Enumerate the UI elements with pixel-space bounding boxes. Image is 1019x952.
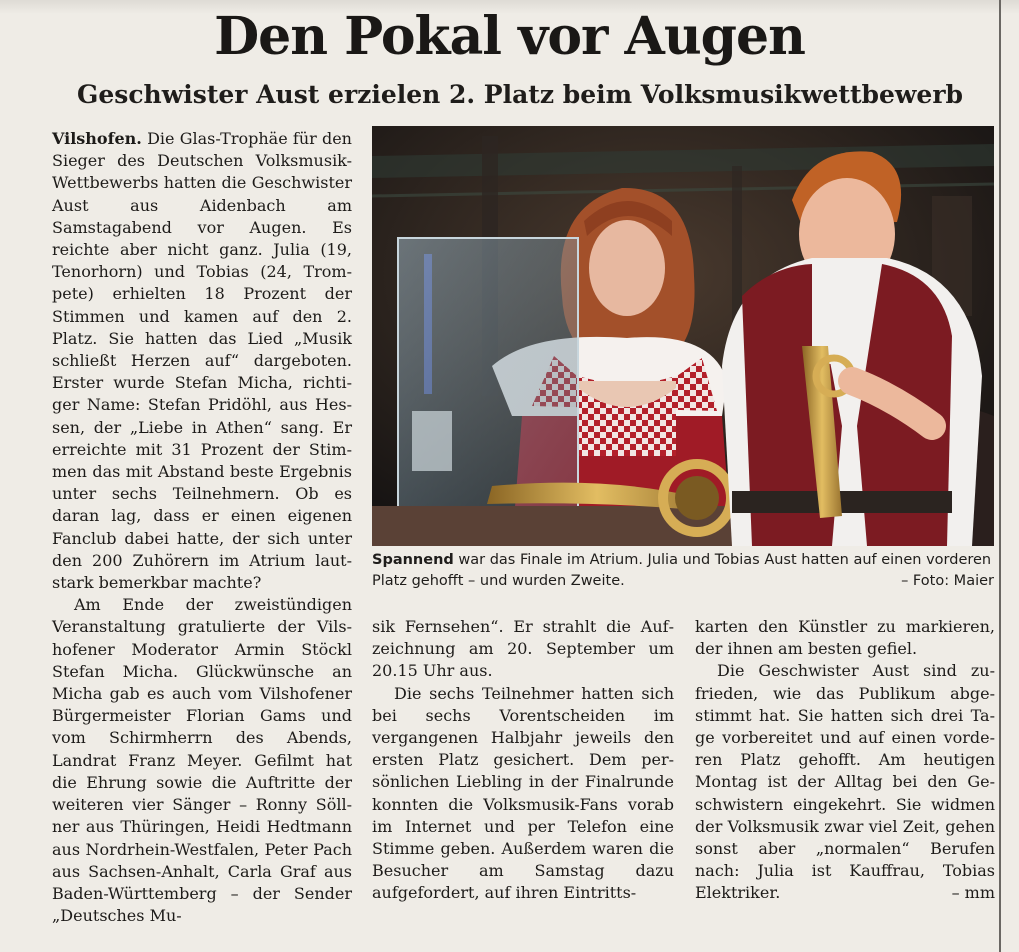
- paragraph: Die sechs Teilnehmer hatten sich bei sechs Vorentscheiden im vergangenen Halbjahr jeweils den ersten Platz gesichert. Dem persönlichen Liebling in der Finalrunde konnten die Volksmusik-Fans vorab im Internet und per Telefon eine Stimme geben. Außerdem waren die Besucher am Samstag dazu aufgefordert, auf ihren Eintritts-: [372, 683, 674, 903]
- dateline: Vilshofen.: [52, 129, 142, 148]
- article-column-2: [372, 616, 674, 905]
- paragraph-text: Die Geschwister Aust sind zufrieden, wie das Publikum abgestimmt hat. Sie hatten sich drei Tage vorbereitet und auf einen vorderen Platz gehofft. Am heutigen Montag ist der Alltag bei den Geschwistern eingekehrt. Sie widmen der Volksmusik zwar viel Zeit, gehen sonst aber „normalen“ Berufen nach: Julia ist Kauffrau, Tobias Elektriker.: [695, 661, 995, 903]
- caption-lead: Spannend: [372, 552, 454, 568]
- headline: Den Pokal vor Augen: [214, 6, 805, 67]
- paragraph-text: Die Glas-Trophäe für den Sieger des Deutschen Volksmusik-Wettbewerbs hatten die Geschwister Aust aus Aidenbach am Samstagabend vor Augen. Es reichte aber nicht ganz. Julia (19, Tenorhorn) und Tobias (24, Trompete) erhielten 18 Prozent der Stimmen und kamen auf den 2. Platz. Sie hatten das Lied „Musik schließt Herzen auf“ dargeboten. Erster wurde Stefan Micha, richtiger Name: Stefan Pridöhl, aus Hessen, der „Liebe in Athen“ sang. Er erreichte mit 31 Prozent der Stimmen das mit Abstand beste Ergebnis unter sechs Teilnehmern. Ob es daran lag, dass er einen eigenen Fanclub dabei hatte, der sich unter den 200 Zuhörern im Atrium lautstark bemerkbar machte?: [52, 129, 352, 593]
- author-sign: – mm: [951, 883, 995, 903]
- photo-illustration: [372, 126, 994, 546]
- photo-caption: [372, 550, 994, 592]
- photo-credit: – Foto: Maier: [901, 573, 994, 589]
- column-rule: [999, 0, 1001, 952]
- paragraph: Am Ende der zweistündigen Veranstaltung gratulierte der Vilshofener Moderator Armin Stöckl Stefan Micha. Glückwünsche an Micha gab es auch vom Vilshofener Bürgermeister Florian Gams und vom Schirmherrn des Abends, Landrat Franz Meyer. Gefilmt hat die Ehrung sowie die Auftritte der weiteren vier Sänger – Ronny Söllner aus Thüringen, Heidi Hedtmann aus Nordrhein-Westfalen, Peter Pach aus Sachsen-Anhalt, Carla Graf aus Baden-Württemberg – der Sender „Deutsches Mu-: [52, 595, 352, 926]
- paragraph: karten den Künstler zu markieren, der ihnen am besten gefiel.: [695, 617, 995, 659]
- article-photo: [372, 126, 994, 546]
- caption-text: war das Finale im Atrium. Julia und Tobias Aust hatten auf einen vorderen Platz gehofft – und wurden Zweite.: [372, 552, 992, 589]
- paragraph: sik Fernsehen“. Er strahlt die Aufzeichnung am 20. September um 20.15 Uhr aus.: [372, 617, 674, 681]
- paragraph: [52, 128, 352, 594]
- subheadline: Geschwister Aust erzielen 2. Platz beim Volksmusikwettbewerb: [77, 80, 963, 109]
- article-column-3: [695, 616, 995, 905]
- article-column-1: [52, 128, 352, 927]
- paragraph: [695, 660, 995, 904]
